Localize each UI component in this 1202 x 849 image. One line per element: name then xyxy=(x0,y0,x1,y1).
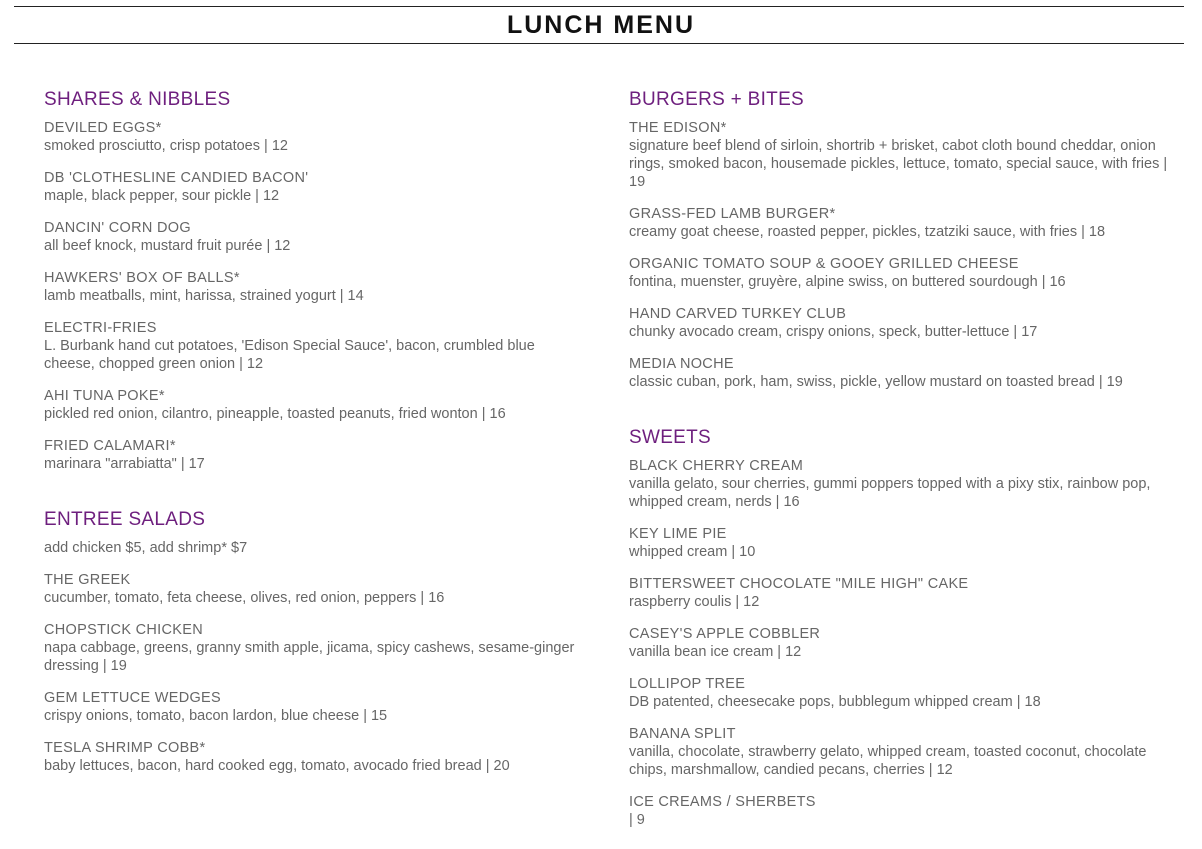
section-title: BURGERS + BITES xyxy=(629,89,805,110)
menu-item-description: pickled red onion, cilantro, pineapple, toasted peanuts, fried wonton | 16 xyxy=(44,406,506,422)
menu-item-name: HAND CARVED TURKEY CLUB xyxy=(629,306,847,322)
section-sweets xyxy=(629,426,1174,829)
menu-item-description: | 9 xyxy=(629,812,645,828)
menu-item xyxy=(44,739,584,775)
menu-item-description: crispy onions, tomato, bacon lardon, blue cheese | 15 xyxy=(44,708,388,724)
menu-item-description: signature beef blend of sirloin, shortrib + brisket, cabot cloth bound cheddar, onion rings, smoked bacon, housemade pickles, lettuce, tomato, special sauce, with fries | 19 xyxy=(629,138,1168,190)
menu-item-name: DB 'CLOTHESLINE CANDIED BACON' xyxy=(44,170,309,186)
menu-item-name: ELECTRI-FRIES xyxy=(44,320,157,336)
menu-item xyxy=(629,525,1174,561)
menu-item-description: all beef knock, mustard fruit purée | 12 xyxy=(44,238,291,254)
section-shares-nibbles xyxy=(44,88,584,473)
section-spacer xyxy=(44,493,584,508)
menu-item-description: vanilla, chocolate, strawberry gelato, whipped cream, toasted coconut, chocolate chips, marshmallow, candied pecans, cherries | 12 xyxy=(629,744,1147,778)
menu-item xyxy=(44,571,584,607)
menu-item-description: whipped cream | 10 xyxy=(629,544,756,560)
menu-item xyxy=(629,793,1174,829)
menu-item xyxy=(44,219,584,255)
menu-item-name: THE GREEK xyxy=(44,572,131,588)
menu-item xyxy=(629,255,1174,291)
menu-item-description: smoked prosciutto, crisp potatoes | 12 xyxy=(44,138,288,154)
menu-item xyxy=(629,625,1174,661)
menu-item-name: BANANA SPLIT xyxy=(629,726,736,742)
section-entree-salads xyxy=(44,508,584,775)
menu-item xyxy=(629,725,1174,779)
menu-item-name: MEDIA NOCHE xyxy=(629,356,734,372)
menu-item-name: AHI TUNA POKE* xyxy=(44,388,165,404)
menu-item-name: LOLLIPOP TREE xyxy=(629,676,746,692)
menu-item-description: napa cabbage, greens, granny smith apple, jicama, spicy cashews, sesame-ginger dressing | 19 xyxy=(44,640,575,674)
menu-item-name: HAWKERS' BOX OF BALLS* xyxy=(44,270,240,286)
menu-item xyxy=(44,319,584,373)
menu-item-name: CASEY'S APPLE COBBLER xyxy=(629,626,821,642)
menu-item-name: CHOPSTICK CHICKEN xyxy=(44,622,203,638)
menu-item xyxy=(629,119,1174,191)
section-spacer xyxy=(629,411,1174,426)
menu-item xyxy=(44,269,584,305)
menu-item-description: maple, black pepper, sour pickle | 12 xyxy=(44,188,280,204)
menu-item xyxy=(44,169,584,205)
menu-item-name: TESLA SHRIMP COBB* xyxy=(44,740,206,756)
menu-item-description: raspberry coulis | 12 xyxy=(629,594,760,610)
menu-item xyxy=(629,575,1174,611)
section-title: SHARES & NIBBLES xyxy=(44,89,231,110)
menu-item-description: vanilla bean ice cream | 12 xyxy=(629,644,802,660)
menu-item-description: L. Burbank hand cut potatoes, 'Edison Special Sauce', bacon, crumbled blue cheese, chopped green onion | 12 xyxy=(44,338,535,372)
menu-item xyxy=(44,621,584,675)
menu-item-name: KEY LIME PIE xyxy=(629,526,727,542)
page-title: LUNCH MENU xyxy=(506,11,696,39)
menu-item xyxy=(629,205,1174,241)
menu-item-description: lamb meatballs, mint, harissa, strained yogurt | 14 xyxy=(44,288,364,304)
menu-item xyxy=(629,457,1174,511)
menu-item-name: THE EDISON* xyxy=(629,120,727,136)
section-title: ENTREE SALADS xyxy=(44,509,206,530)
menu-item-name: GRASS-FED LAMB BURGER* xyxy=(629,206,836,222)
menu-item-description: baby lettuces, bacon, hard cooked egg, tomato, avocado fried bread | 20 xyxy=(44,758,510,774)
menu-item xyxy=(629,305,1174,341)
menu-item-description: DB patented, cheesecake pops, bubblegum whipped cream | 18 xyxy=(629,694,1041,710)
menu-item xyxy=(44,387,584,423)
menu-item xyxy=(629,355,1174,391)
menu-item-description: fontina, muenster, gruyère, alpine swiss, on buttered sourdough | 16 xyxy=(629,274,1066,290)
menu-item-description: creamy goat cheese, roasted pepper, pickles, tzatziki sauce, with fries | 18 xyxy=(629,224,1106,240)
section-title: SWEETS xyxy=(629,427,712,448)
right-column xyxy=(629,88,1174,849)
menu-item-description: marinara "arrabiatta" | 17 xyxy=(44,456,205,472)
menu-item-name: BITTERSWEET CHOCOLATE "MILE HIGH" CAKE xyxy=(629,576,969,592)
menu-item xyxy=(44,689,584,725)
header-bottom-rule xyxy=(14,43,1184,44)
menu-item xyxy=(44,437,584,473)
menu-item-description: chunky avocado cream, crispy onions, speck, butter-lettuce | 17 xyxy=(629,324,1038,340)
menu-item-description: classic cuban, pork, ham, swiss, pickle, yellow mustard on toasted bread | 19 xyxy=(629,374,1123,390)
menu-item xyxy=(44,119,584,155)
menu-item-name: BLACK CHERRY CREAM xyxy=(629,458,804,474)
section-burgers-bites xyxy=(629,88,1174,391)
menu-item-name: ORGANIC TOMATO SOUP & GOOEY GRILLED CHEESE xyxy=(629,256,1019,272)
menu-item-name: GEM LETTUCE WEDGES xyxy=(44,690,221,706)
menu-item-description: vanilla gelato, sour cherries, gummi poppers topped with a pixy stix, rainbow pop, whipped cream, nerds | 16 xyxy=(629,476,1151,510)
menu-item-description: cucumber, tomato, feta cheese, olives, red onion, peppers | 16 xyxy=(44,590,445,606)
section-note: add chicken $5, add shrimp* $7 xyxy=(44,540,248,556)
menu-item-name: DANCIN' CORN DOG xyxy=(44,220,191,236)
header-top-rule xyxy=(14,6,1184,7)
menu-item xyxy=(629,675,1174,711)
left-column xyxy=(44,88,584,795)
menu-item-name: DEVILED EGGS* xyxy=(44,120,162,136)
menu-item-name: FRIED CALAMARI* xyxy=(44,438,176,454)
menu-item-name: ICE CREAMS / SHERBETS xyxy=(629,794,816,810)
